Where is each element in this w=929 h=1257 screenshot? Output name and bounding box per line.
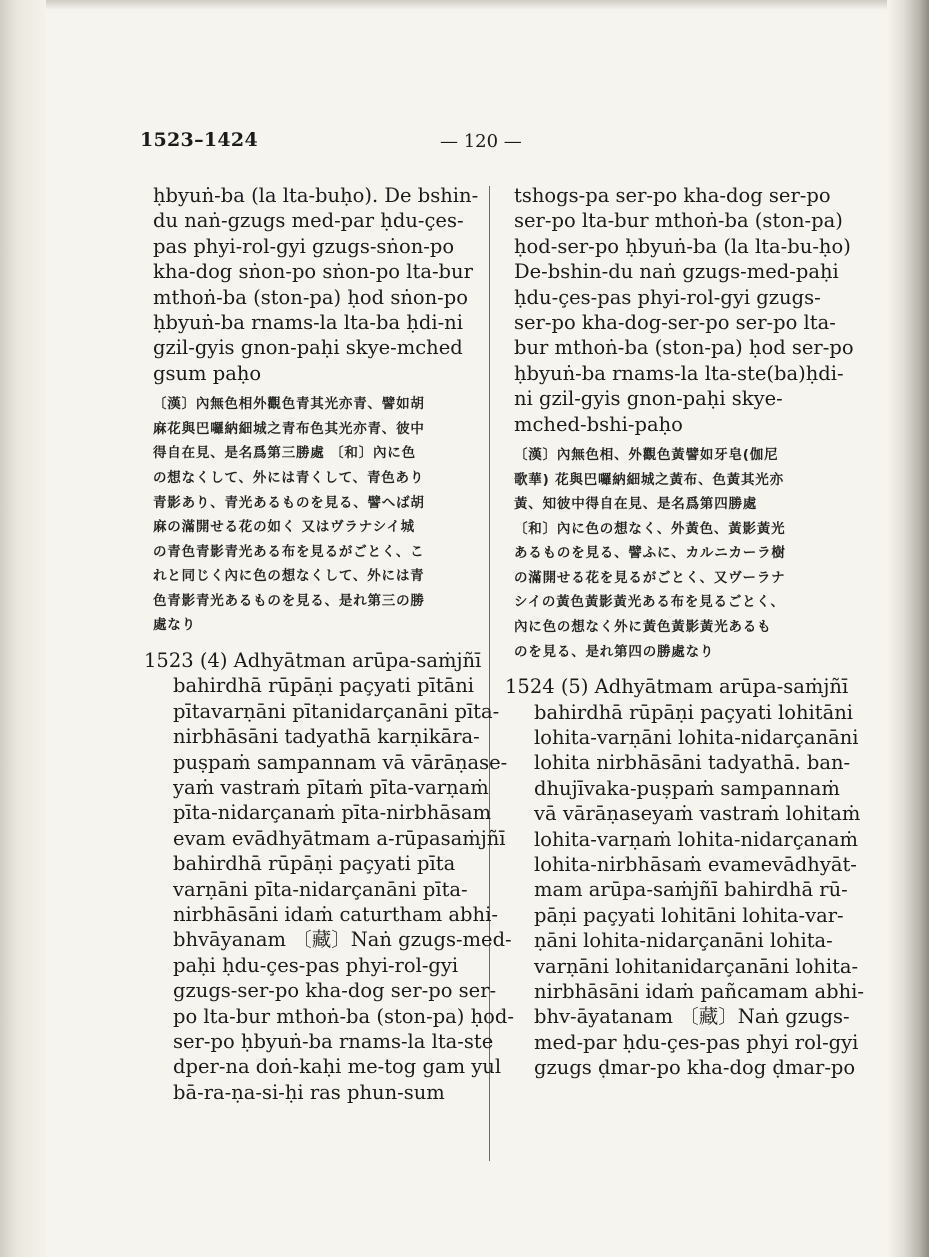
text-line: bur mthoṅ-ba (ston-pa) ḥod ser-po	[514, 336, 854, 360]
text-line: ser-po kha-dog-ser-po ser-po lta-	[514, 310, 836, 334]
text-line: lohita nirbhāsāni tadyathā. ban-	[534, 751, 851, 775]
text-line: gzugs-ser-po kha-dog ser-po ser-	[173, 979, 497, 1003]
scan-edge-right	[887, 0, 929, 1257]
text-line: gzil-gyis gnon-paḥi skye-mched	[153, 336, 463, 360]
text-line: mam arūpa-saṁjñī bahirdhā rū-	[534, 878, 848, 902]
entry-1523	[144, 648, 514, 1105]
text-line: ḥdu-çes-pas phyi-rol-gyi gzugs-	[514, 285, 821, 309]
text-line: pītavarṇāni pītanidarçanāni pīta-	[173, 699, 500, 723]
text-line: dhujīvaka-puṣpaṁ sampannaṁ	[534, 776, 840, 800]
scan-edge-top	[0, 0, 929, 10]
cjk-line: 處なり	[153, 617, 196, 634]
text-line: gzugs ḍmar-po kha-dog ḍmar-po	[534, 1056, 856, 1080]
text-line: bhv-āyatanam 〔藏〕Naṅ gzugs-	[534, 1005, 850, 1029]
cjk-line: 麻の滿開せる花の如く 又はヴラナシイ城	[153, 519, 415, 536]
text-line: ḥbyuṅ-ba rnams-la lta-ba ḥdi-ni	[153, 310, 463, 334]
scan-edge-left	[0, 0, 46, 1257]
tibetan-paragraph	[514, 183, 854, 437]
right-column	[505, 183, 864, 1081]
entry-heading-line: 1524 (5) Adhyātmam arūpa-saṁjñī	[505, 675, 849, 699]
text-line: mched-bshi-paḥo	[514, 412, 683, 436]
text-line: varṇāni pīta-nidarçanāni pīta-	[173, 877, 468, 901]
left-column	[144, 183, 514, 1105]
text-line: ni gzil-gyis gnon-paḥi skye-	[514, 387, 783, 411]
cjk-line: 〔漢〕內無色相、外觀色黃譬如牙皂(伽尼	[514, 446, 779, 463]
cjk-line: あるものを見る、譬ふに、カルニカーラ樹	[514, 545, 786, 562]
entry-heading-line: 1523 (4) Adhyātman arūpa-saṁjñī	[144, 649, 482, 673]
text-line: pāṇi paçyati lohitāni lohita-var-	[534, 903, 844, 927]
text-line: lohita-varṇāni lohita-nidarçanāni	[534, 726, 859, 750]
text-line: bā-ra-ṇa-si-ḥi ras phun-sum	[173, 1080, 445, 1104]
cjk-line: 歌華) 花與巴囉納細城之黃布、色黃其光亦	[514, 471, 784, 488]
text-line: ḥbyuṅ-ba rnams-la lta-ste(ba)ḥdi-	[514, 361, 844, 385]
page-number: — 120 —	[440, 131, 522, 152]
cjk-line: 黃、知彼中得自在見、是名爲第四勝處	[514, 496, 758, 513]
text-line: mthoṅ-ba (ston-pa) ḥod sṅon-po	[153, 285, 468, 309]
cjk-line: れと同じく內に色の想なくして、外には青	[153, 568, 425, 585]
cjk-translation-block	[153, 392, 478, 638]
text-line: varṇāni lohitanidarçanāni lohita-	[534, 954, 859, 978]
cjk-line: シイの黃色黃影黃光ある布を見るごとく、	[514, 594, 785, 611]
text-line: pīta-nidarçanaṁ pīta-nirbhāsam	[173, 801, 492, 825]
cjk-line: 麻花與巴囉納細城之青布色其光亦青、彼中	[153, 420, 425, 437]
text-line: kha-dog sṅon-po sṅon-po lta-bur	[153, 260, 473, 284]
text-line: bahirdhā rūpāṇi paçyati lohitāni	[534, 700, 854, 724]
text-line: bahirdhā rūpāṇi paçyati pīta	[173, 852, 456, 876]
cjk-line: の青色青影青光ある布を見るがごとく、こ	[153, 543, 425, 560]
cjk-line: 得自在見、是名爲第三勝處 〔和〕內に色	[153, 445, 416, 462]
text-line: puṣpaṁ sampannam vā vārāṇase-	[173, 750, 508, 774]
text-line: ser-po lta-bur mthoṅ-ba (ston-pa)	[514, 209, 843, 233]
entry-1524	[505, 674, 864, 1080]
text-line: nirbhāsāni idaṁ pañcamam abhi-	[534, 979, 864, 1003]
text-line: bahirdhā rūpāṇi paçyati pītāni	[173, 674, 474, 698]
cjk-line: 內に色の想なく外に黃色黃影黃光あるも	[514, 619, 772, 636]
text-line: po lta-bur mthoṅ-ba (ston-pa) ḥod-	[173, 1004, 514, 1028]
text-line: nirbhāsāni tadyathā karṇikāra-	[173, 725, 480, 749]
text-line: tshogs-pa ser-po kha-dog ser-po	[514, 184, 831, 207]
cjk-line: の想なくして、外には青くして、青色あり	[153, 469, 425, 486]
cjk-line: 青影あり、青光あるものを見る、譬へば胡	[153, 494, 425, 511]
page-range: 1523–1424	[140, 129, 258, 151]
cjk-line: の滿開せる花を見るがごとく、又ヴーラナ	[514, 569, 786, 586]
tibetan-paragraph	[153, 183, 478, 386]
text-line: bhvāyanam 〔藏〕Naṅ gzugs-med-	[173, 928, 512, 952]
text-line: vā vārāṇaseyaṁ vastraṁ lohitaṁ	[534, 802, 861, 826]
text-line: yaṁ vastraṁ pītaṁ pīta-varṇaṁ	[173, 776, 489, 800]
cjk-translation-block	[514, 443, 834, 664]
cjk-line: 〔漢〕內無色相外觀色青其光亦青、譬如胡	[153, 396, 425, 413]
text-line: paḥi ḥdu-çes-pas phyi-rol-gyi	[173, 953, 459, 977]
text-line: evam evādhyātmam a-rūpasaṁjñī	[173, 826, 506, 850]
text-line: med-par ḥdu-çes-pas phyi rol-gyi	[534, 1030, 859, 1054]
text-line: pas phyi-rol-gyi gzugs-sṅon-po	[153, 234, 455, 258]
text-line: De-bshin-du naṅ gzugs-med-paḥi	[514, 260, 839, 284]
text-line: nirbhāsāni idaṁ caturtham abhi-	[173, 902, 498, 926]
text-line: ḥod-ser-po ḥbyuṅ-ba (la lta-bu-ḥo)	[514, 234, 851, 258]
cjk-line: 〔和〕內に色の想なく、外黃色、黃影黃光	[514, 520, 786, 537]
text-line: gsum paḥo	[153, 361, 262, 385]
text-line: lohita-nirbhāsaṁ evamevādhyāt-	[534, 852, 857, 876]
text-line: ḥbyuṅ-ba (la lta-buḥo). De bshin-	[153, 184, 479, 207]
text-line: lohita-varṇaṁ lohita-nidarçanaṁ	[534, 827, 858, 851]
text-line: dper-na doṅ-kaḥi me-tog gam yul	[173, 1055, 502, 1079]
text-line: du naṅ-gzugs med-par ḥdu-çes-	[153, 209, 464, 233]
cjk-line: のを見る、是れ第四の勝處なり	[514, 643, 715, 660]
text-line: ser-po ḥbyuṅ-ba rnams-la lta-ste	[173, 1029, 494, 1053]
text-line: ṇāni lohita-nidarçanāni lohita-	[534, 929, 833, 953]
cjk-line: 色青影青光あるものを見る、是れ第三の勝	[153, 592, 425, 609]
